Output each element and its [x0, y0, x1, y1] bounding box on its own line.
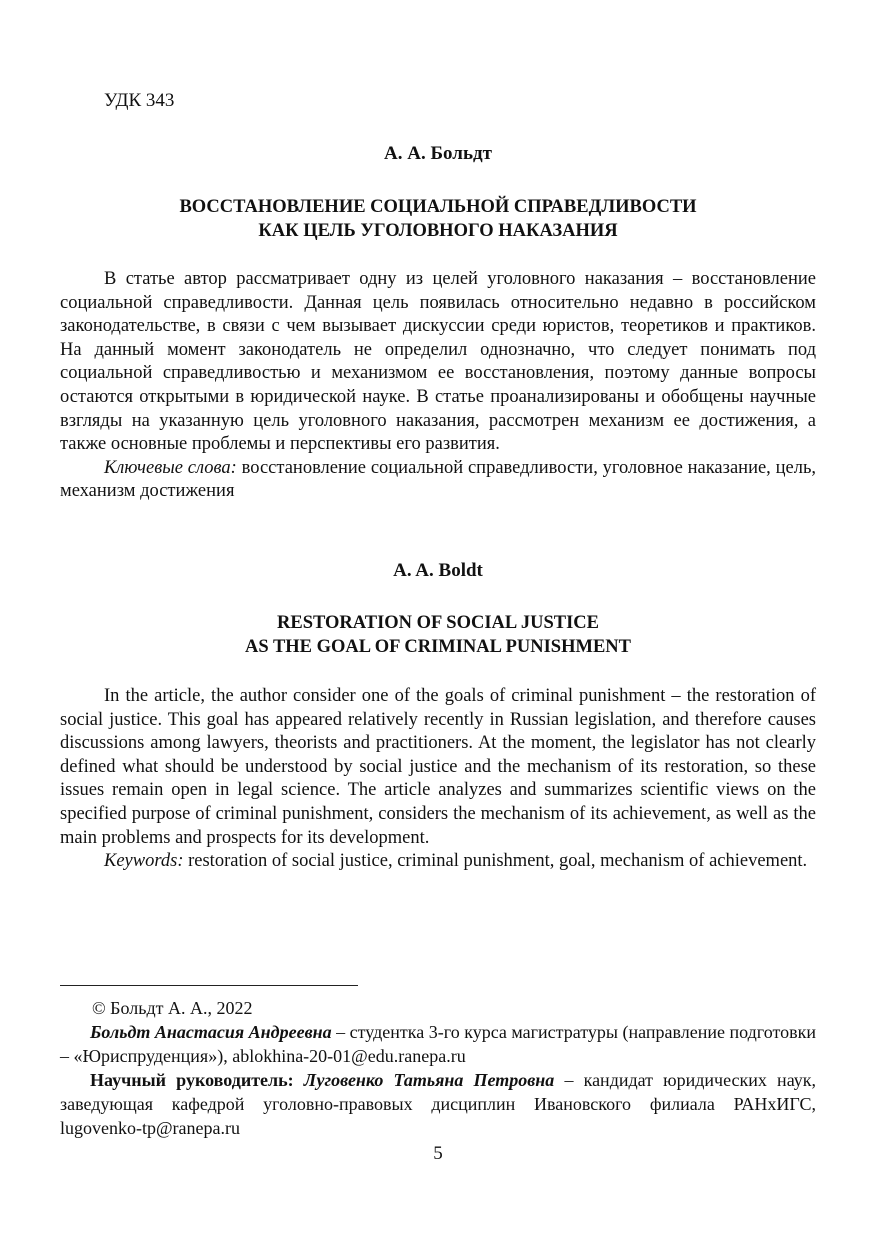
- abstract-en-text: In the article, the author consider one of the goals of criminal punishment – the restoration of social justice. This goal has appeared relatively recently in Russian legislation, and therefore causes discussions among lawyers, theorists and practitioners. At the moment, the legislator has not clearly defined what should be understood by social justice and the mechanism of its restoration, so these issues remain open in legal science. The article analyzes and summarizes scientific views on the specified purpose of criminal punishment, considers the mechanism of its achievement, as well as the main problems and prospects for its development.: [60, 686, 816, 848]
- title-en: [60, 611, 816, 659]
- title-ru: [60, 195, 816, 243]
- author-full-name: Больдт Анастасия Андреевна: [90, 1022, 332, 1042]
- udk-code: УДК 343: [104, 90, 175, 111]
- author-details: – студентка 3-го курса магистратуры (направление подготовки – «Юриспруденция»), ablokhina-20-01@edu.ranepa.ru: [60, 1022, 816, 1066]
- page-number: 5: [433, 1143, 443, 1164]
- footnote-divider: [60, 985, 358, 986]
- title-ru-line2: КАК ЦЕЛЬ УГОЛОВНОГО НАКАЗАНИЯ: [258, 221, 618, 241]
- abstract-ru: [60, 268, 816, 504]
- keywords-en: [60, 850, 816, 874]
- advisor-note: [60, 1068, 816, 1140]
- abstract-ru-text: В статье автор рассматривает одну из целей уголовного наказания – восстановление социальной справедливости. Данная цель появилась относительно недавно в российском законодательстве, в связи с чем вызывает дискуссии среди юристов, теоретиков и практиков. На данный момент законодатель не определил однозначно, что следует понимать под социальной справедливостью и механизмом ее восстановления, поэтому данные вопросы остаются открытыми в юридической науке. В статье проанализированы и обобщены научные взгляды на указанную цель уголовного наказания, рассмотрен механизм ее достижения, а также основные проблемы и перспективы его развития.: [60, 269, 816, 455]
- keywords-ru-label: Ключевые слова:: [104, 457, 237, 478]
- title-ru-line1: ВОССТАНОВЛЕНИЕ СОЦИАЛЬНОЙ СПРАВЕДЛИВОСТИ: [179, 197, 697, 217]
- author-ru: А. А. Больдт: [384, 143, 492, 164]
- advisor-details: – кандидат юридических наук, заведующая кафедрой уголовно-правовых дисциплин Ивановского филиала РАНхИГС, lugovenko-tp@ranepa.ru: [60, 1070, 817, 1138]
- keywords-ru: [60, 457, 816, 504]
- advisor-label: Научный руководитель:: [90, 1070, 294, 1090]
- keywords-ru-text: восстановление социальной справедливости, уголовное наказание, цель, механизм достижения: [60, 457, 817, 502]
- abstract-en: [60, 685, 816, 874]
- keywords-en-label: Keywords:: [104, 851, 184, 872]
- advisor-full-name: Луговенко Татьяна Петровна: [303, 1070, 555, 1090]
- author-note: [60, 1020, 816, 1068]
- author-en: A. A. Boldt: [393, 560, 483, 581]
- footnotes: [60, 996, 816, 1140]
- copyright-note: © Больдт А. А., 2022: [92, 998, 253, 1018]
- keywords-en-text: restoration of social justice, criminal punishment, goal, mechanism of achievement.: [188, 851, 808, 872]
- title-en-line1: RESTORATION OF SOCIAL JUSTICE: [277, 613, 599, 633]
- title-en-line2: AS THE GOAL OF CRIMINAL PUNISHMENT: [245, 637, 631, 657]
